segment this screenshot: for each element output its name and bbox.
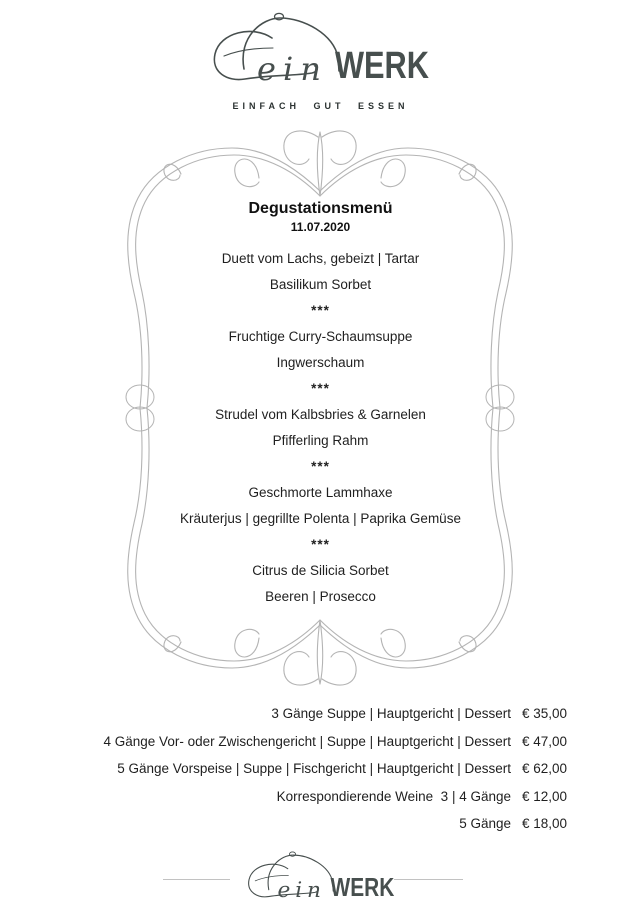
price-value: € 12,00 bbox=[521, 788, 567, 804]
menu-line: Pfifferling Rahm bbox=[272, 433, 369, 448]
price-label: Korrespondierende Weine 3 | 4 Gänge bbox=[276, 788, 511, 804]
menu-lines bbox=[0, 249, 641, 607]
brand-tagline: EINFACH GUT ESSEN bbox=[232, 101, 409, 111]
feinwerk-logo-footer bbox=[245, 851, 397, 907]
price-label: 4 Gänge Vor- oder Zwischengericht | Suppe | Hauptgericht | Dessert bbox=[103, 733, 511, 749]
course-separator: *** bbox=[311, 537, 330, 552]
menu-line: Duett vom Lachs, gebeizt | Tartar bbox=[221, 251, 420, 266]
menu-line: Basilikum Sorbet bbox=[269, 277, 372, 292]
menu-line: Kräuterjus | gegrillte Polenta | Paprika Gemüse bbox=[180, 511, 461, 526]
price-label: 3 Gänge Suppe | Hauptgericht | Dessert bbox=[271, 706, 511, 721]
menu-line: Beeren | Prosecco bbox=[265, 589, 376, 604]
price-row bbox=[0, 759, 567, 779]
course-separator: *** bbox=[311, 303, 330, 318]
price-value: € 18,00 bbox=[521, 816, 567, 831]
menu-date: 11.07.2020 bbox=[290, 220, 351, 234]
divider-line-left bbox=[163, 879, 230, 880]
divider-line-right bbox=[394, 879, 463, 880]
price-row bbox=[0, 704, 567, 724]
course-separator: *** bbox=[311, 459, 330, 474]
price-value: € 35,00 bbox=[521, 706, 567, 721]
price-value: € 62,00 bbox=[521, 761, 567, 776]
price-label: 5 Gänge bbox=[459, 816, 511, 831]
price-row bbox=[0, 787, 567, 807]
menu-line: Fruchtige Curry-Schaumsuppe bbox=[228, 329, 413, 344]
price-row bbox=[0, 732, 567, 752]
menu-line: Ingwerschaum bbox=[276, 355, 365, 370]
menu-line: Strudel vom Kalbsbries & Garnelen bbox=[215, 407, 426, 422]
feinwerk-logo bbox=[208, 12, 433, 96]
course-separator: *** bbox=[311, 381, 330, 396]
price-value: € 47,00 bbox=[521, 733, 567, 749]
price-label: 5 Gänge Vorspeise | Suppe | Fischgericht | Hauptgericht | Dessert bbox=[117, 761, 511, 776]
menu-line: Geschmorte Lammhaxe bbox=[248, 485, 393, 500]
menu-title: Degustationsmenü bbox=[248, 200, 393, 217]
menu-content bbox=[0, 198, 641, 613]
price-row bbox=[0, 814, 567, 834]
menu-line: Citrus de Silicia Sorbet bbox=[252, 563, 389, 578]
price-list bbox=[0, 704, 567, 842]
